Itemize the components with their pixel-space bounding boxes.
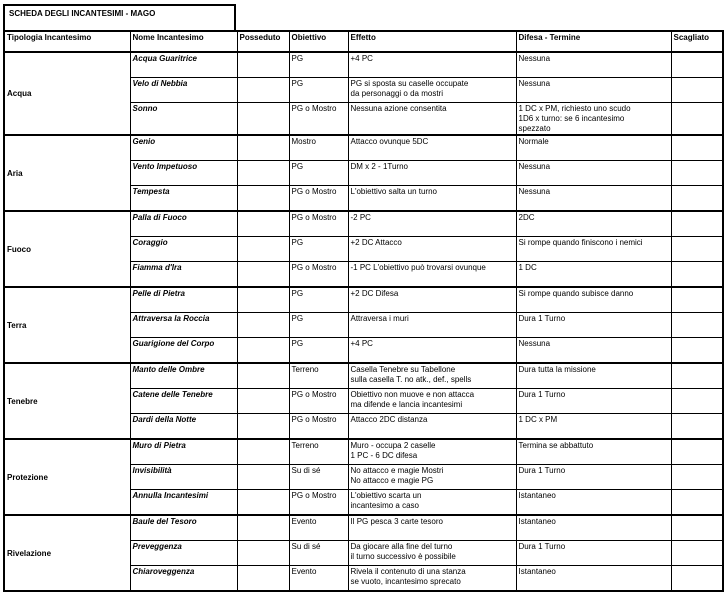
target-cell: PG — [289, 161, 348, 186]
owned-cell — [237, 566, 289, 592]
defense-cell — [516, 287, 671, 313]
spell-name-cell: Vento Impetuoso — [130, 161, 237, 186]
effect-cell — [348, 389, 516, 414]
cast-cell — [671, 186, 723, 212]
cast-cell — [671, 414, 723, 440]
effect-line: Obiettivo non muove e non attacca — [350, 390, 475, 399]
effect-cell — [348, 414, 516, 440]
effect-line: +4 PC — [350, 54, 373, 63]
target-cell: Evento — [289, 566, 348, 592]
defense-line: Si rompe quando subisce danno — [518, 289, 634, 298]
owned-cell — [237, 161, 289, 186]
cast-cell — [671, 465, 723, 490]
header-defense: Difesa - Termine — [516, 31, 671, 52]
table-body — [4, 52, 723, 591]
owned-cell — [237, 363, 289, 389]
defense-cell — [516, 135, 671, 161]
effect-line: PG si sposta su caselle occupate — [350, 79, 469, 88]
defense-cell — [516, 439, 671, 465]
cast-cell — [671, 490, 723, 516]
effect-line: +2 DC Attacco — [350, 238, 402, 247]
defense-line: 1 DC x PM, richiesto uno scudo — [518, 104, 631, 113]
target-cell: PG — [289, 287, 348, 313]
effect-cell — [348, 211, 516, 237]
defense-line: Nessuna — [518, 79, 551, 88]
spell-row — [4, 135, 723, 161]
cast-cell — [671, 541, 723, 566]
defense-line: Nessuna — [518, 187, 551, 196]
target-cell: Terreno — [289, 439, 348, 465]
cast-cell — [671, 135, 723, 161]
target-cell: PG o Mostro — [289, 490, 348, 516]
owned-cell — [237, 439, 289, 465]
effect-line: Il PG pesca 3 carte tesoro — [350, 517, 443, 526]
cast-cell — [671, 161, 723, 186]
spell-row — [4, 515, 723, 541]
effect-line: +4 PC — [350, 339, 373, 348]
target-cell: PG o Mostro — [289, 186, 348, 212]
defense-cell — [516, 186, 671, 212]
defense-cell — [516, 414, 671, 440]
cast-cell — [671, 313, 723, 338]
spell-row — [4, 363, 723, 389]
sheet-title: SCHEDA DEGLI INCANTESIMI - MAGO — [3, 4, 236, 30]
spell-name-cell: Muro di Pietra — [130, 439, 237, 465]
defense-cell — [516, 465, 671, 490]
defense-cell — [516, 103, 671, 136]
defense-cell — [516, 515, 671, 541]
effect-cell — [348, 103, 516, 136]
defense-line: 1D6 x turno: se 6 incantesimo — [518, 114, 625, 123]
defense-cell — [516, 541, 671, 566]
effect-line: sulla casella T. no atk., def., spells — [350, 375, 472, 384]
spell-name-cell: Fiamma d'Ira — [130, 262, 237, 288]
defense-line: Istantaneo — [518, 517, 556, 526]
defense-line: Si rompe quando finiscono i nemici — [518, 238, 643, 247]
effect-line: No attacco e magie PG — [350, 476, 434, 485]
target-cell: PG o Mostro — [289, 211, 348, 237]
cast-cell — [671, 287, 723, 313]
effect-line: No attacco e magie Mostri — [350, 466, 444, 475]
effect-cell — [348, 566, 516, 592]
effect-cell — [348, 541, 516, 566]
effect-line: +2 DC Difesa — [350, 289, 399, 298]
spell-name-cell: Manto delle Ombre — [130, 363, 237, 389]
effect-cell — [348, 515, 516, 541]
owned-cell — [237, 389, 289, 414]
header-target: Obiettivo — [289, 31, 348, 52]
defense-line: Dura tutta la missione — [518, 365, 596, 374]
cast-cell — [671, 338, 723, 364]
target-cell: PG — [289, 313, 348, 338]
spell-name-cell: Annulla Incantesimi — [130, 490, 237, 516]
effect-line: Da giocare alla fine del turno — [350, 542, 453, 551]
effect-line: DM x 2 - 1Turno — [350, 162, 408, 171]
cast-cell — [671, 439, 723, 465]
owned-cell — [237, 103, 289, 136]
defense-line: Dura 1 Turno — [518, 314, 566, 323]
header-category: Tipologia Incantesimo — [4, 31, 130, 52]
category-cell: Terra — [4, 287, 130, 363]
owned-cell — [237, 414, 289, 440]
effect-cell — [348, 52, 516, 78]
owned-cell — [237, 78, 289, 103]
defense-line: Nessuna — [518, 54, 551, 63]
spell-name-cell: Velo di Nebbia — [130, 78, 237, 103]
defense-line: Nessuna — [518, 339, 551, 348]
owned-cell — [237, 186, 289, 212]
defense-cell — [516, 78, 671, 103]
defense-cell — [516, 161, 671, 186]
cast-cell — [671, 363, 723, 389]
owned-cell — [237, 211, 289, 237]
category-cell: Rivelazione — [4, 515, 130, 591]
owned-cell — [237, 541, 289, 566]
defense-line: Istantaneo — [518, 567, 556, 576]
target-cell: PG o Mostro — [289, 262, 348, 288]
spell-row — [4, 439, 723, 465]
effect-line: Muro - occupa 2 caselle — [350, 441, 436, 450]
defense-line: Dura 1 Turno — [518, 466, 566, 475]
defense-line: Termina se abbattuto — [518, 441, 594, 450]
effect-cell — [348, 338, 516, 364]
category-cell: Tenebre — [4, 363, 130, 439]
spell-name-cell: Genio — [130, 135, 237, 161]
defense-line: Istantaneo — [518, 491, 556, 500]
header-effect: Effetto — [348, 31, 516, 52]
defense-cell — [516, 313, 671, 338]
owned-cell — [237, 490, 289, 516]
defense-cell — [516, 363, 671, 389]
effect-line: L'obiettivo salta un turno — [350, 187, 437, 196]
category-cell: Protezione — [4, 439, 130, 515]
owned-cell — [237, 515, 289, 541]
defense-cell — [516, 262, 671, 288]
effect-line: Rivela il contenuto di una stanza — [350, 567, 466, 576]
effect-line: se vuoto, incantesimo sprecato — [350, 577, 461, 586]
defense-cell — [516, 389, 671, 414]
effect-cell — [348, 78, 516, 103]
spell-name-cell: Coraggio — [130, 237, 237, 262]
target-cell: PG — [289, 338, 348, 364]
cast-cell — [671, 515, 723, 541]
spell-name-cell: Catene delle Tenebre — [130, 389, 237, 414]
spell-name-cell: Pelle di Pietra — [130, 287, 237, 313]
effect-cell — [348, 313, 516, 338]
effect-cell — [348, 135, 516, 161]
target-cell: Mostro — [289, 135, 348, 161]
spell-row — [4, 211, 723, 237]
effect-cell — [348, 439, 516, 465]
defense-cell — [516, 211, 671, 237]
defense-cell — [516, 566, 671, 592]
spell-name-cell: Attraversa la Roccia — [130, 313, 237, 338]
effect-cell — [348, 363, 516, 389]
category-cell: Acqua — [4, 52, 130, 135]
owned-cell — [237, 313, 289, 338]
defense-line: Dura 1 Turno — [518, 390, 566, 399]
effect-cell — [348, 161, 516, 186]
effect-line: 1 PC - 6 DC difesa — [350, 451, 418, 460]
owned-cell — [237, 52, 289, 78]
owned-cell — [237, 262, 289, 288]
cast-cell — [671, 103, 723, 136]
effect-line: Nessuna azione consentita — [350, 104, 447, 113]
effect-cell — [348, 465, 516, 490]
effect-line: -1 PC L'obiettivo può trovarsi ovunque — [350, 263, 486, 272]
effect-cell — [348, 287, 516, 313]
spell-name-cell: Palla di Fuoco — [130, 211, 237, 237]
defense-line: 1 DC x PM — [518, 415, 558, 424]
spell-name-cell: Dardi della Notte — [130, 414, 237, 440]
effect-line: -2 PC — [350, 213, 371, 222]
owned-cell — [237, 465, 289, 490]
defense-line: 1 DC — [518, 263, 537, 272]
spell-name-cell: Guarigione del Corpo — [130, 338, 237, 364]
spell-name-cell: Preveggenza — [130, 541, 237, 566]
spell-row — [4, 287, 723, 313]
defense-line: 2DC — [518, 213, 535, 222]
owned-cell — [237, 237, 289, 262]
spell-name-cell: Sonno — [130, 103, 237, 136]
spell-row — [4, 52, 723, 78]
target-cell: Evento — [289, 515, 348, 541]
cast-cell — [671, 237, 723, 262]
header-cast: Scagliato — [671, 31, 723, 52]
category-cell: Aria — [4, 135, 130, 211]
target-cell: PG o Mostro — [289, 389, 348, 414]
header-name: Nome Incantesimo — [130, 31, 237, 52]
effect-cell — [348, 262, 516, 288]
defense-cell — [516, 237, 671, 262]
category-cell: Fuoco — [4, 211, 130, 287]
effect-line: Attacco 2DC distanza — [350, 415, 428, 424]
target-cell: Terreno — [289, 363, 348, 389]
defense-cell — [516, 52, 671, 78]
header-row — [4, 31, 723, 52]
defense-line: Nessuna — [518, 162, 551, 171]
spell-name-cell: Tempesta — [130, 186, 237, 212]
cast-cell — [671, 52, 723, 78]
defense-line: Dura 1 Turno — [518, 542, 566, 551]
spell-table — [3, 30, 724, 592]
target-cell: PG — [289, 52, 348, 78]
defense-line: spezzato — [518, 124, 551, 133]
effect-line: Casella Tenebre su Tabellone — [350, 365, 456, 374]
cast-cell — [671, 262, 723, 288]
spell-name-cell: Invisibilità — [130, 465, 237, 490]
owned-cell — [237, 135, 289, 161]
defense-cell — [516, 338, 671, 364]
target-cell: PG — [289, 237, 348, 262]
effect-line: Attacco ovunque 5DC — [350, 137, 429, 146]
owned-cell — [237, 287, 289, 313]
cast-cell — [671, 211, 723, 237]
spell-name-cell: Acqua Guaritrice — [130, 52, 237, 78]
header-owned: Posseduto — [237, 31, 289, 52]
effect-line: Attraversa i muri — [350, 314, 409, 323]
effect-line: da personaggi o da mostri — [350, 89, 443, 98]
effect-line: L'obiettivo scarta un — [350, 491, 422, 500]
target-cell: PG o Mostro — [289, 103, 348, 136]
defense-cell — [516, 490, 671, 516]
spell-name-cell: Baule del Tesoro — [130, 515, 237, 541]
target-cell: Su di sé — [289, 465, 348, 490]
defense-line: Normale — [518, 137, 549, 146]
target-cell: Su di sé — [289, 541, 348, 566]
owned-cell — [237, 338, 289, 364]
effect-cell — [348, 490, 516, 516]
effect-line: incantesimo a caso — [350, 501, 419, 510]
spell-name-cell: Chiaroveggenza — [130, 566, 237, 592]
target-cell: PG o Mostro — [289, 414, 348, 440]
cast-cell — [671, 78, 723, 103]
effect-cell — [348, 186, 516, 212]
effect-line: ma difende e lancia incantesimi — [350, 400, 463, 409]
effect-line: il turno successivo è possibile — [350, 552, 456, 561]
cast-cell — [671, 566, 723, 592]
target-cell: PG — [289, 78, 348, 103]
effect-cell — [348, 237, 516, 262]
cast-cell — [671, 389, 723, 414]
